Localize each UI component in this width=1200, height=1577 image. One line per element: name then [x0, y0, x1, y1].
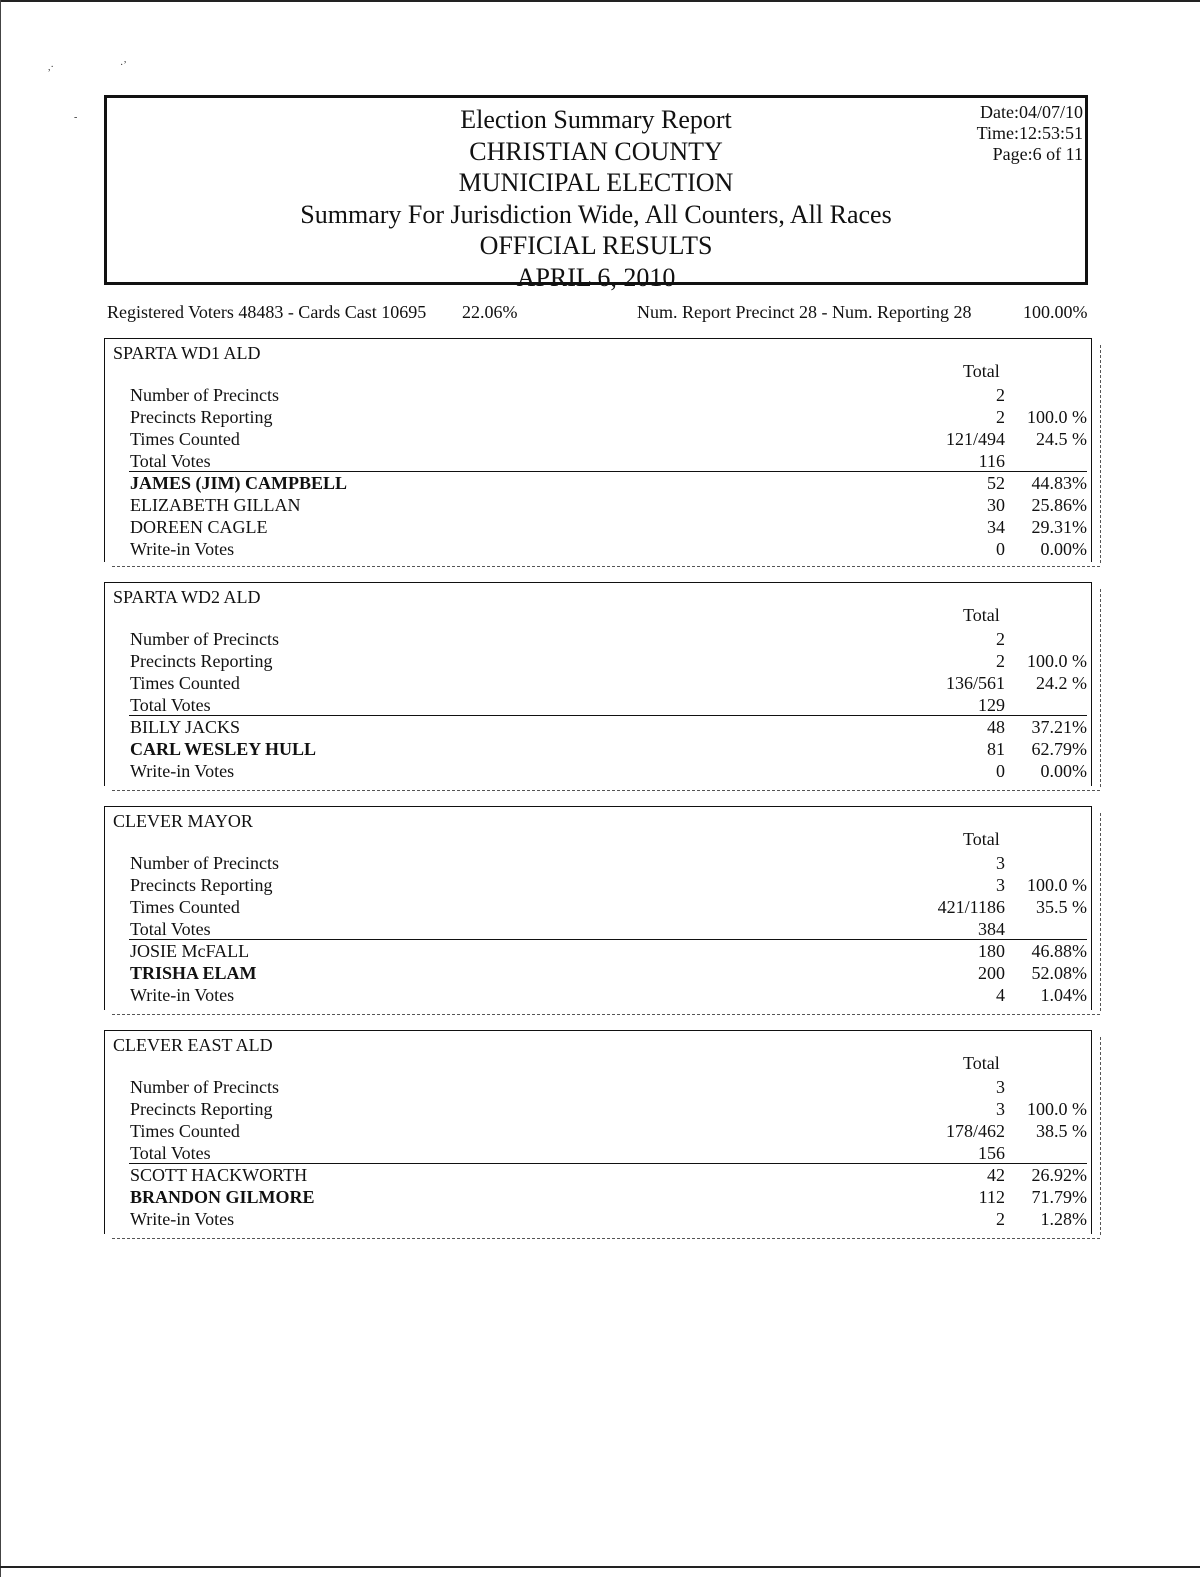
candidate-percent: 29.31% — [1031, 517, 1087, 537]
race-title: CLEVER MAYOR — [113, 811, 253, 831]
candidate-row — [105, 940, 1091, 962]
stat-value: 3 — [996, 1077, 1005, 1097]
stat-percent: 100.0 % — [1027, 651, 1087, 671]
report-meta — [977, 102, 1083, 165]
candidate-row — [105, 1208, 1091, 1230]
stat-row — [105, 1098, 1091, 1120]
candidate-name: Write-in Votes — [130, 539, 235, 559]
turnout-summary — [107, 302, 1097, 328]
candidate-row — [105, 962, 1091, 984]
candidate-percent: 44.83% — [1031, 473, 1087, 493]
stat-row — [105, 428, 1091, 450]
stat-value: 2 — [996, 385, 1005, 405]
stat-percent: 100.0 % — [1027, 407, 1087, 427]
candidate-percent: 46.88% — [1031, 941, 1087, 961]
candidate-name: BILLY JACKS — [130, 717, 241, 737]
stat-row — [105, 852, 1091, 874]
stat-row — [105, 896, 1091, 918]
candidate-name: Write-in Votes — [130, 985, 235, 1005]
stat-label: Precincts Reporting — [130, 1099, 273, 1119]
stat-label: Total Votes — [130, 919, 211, 939]
race-bottom-rule — [112, 566, 1100, 567]
stat-percent: 24.2 % — [1036, 673, 1087, 693]
race-block — [104, 806, 1092, 1010]
total-column-header: Total — [963, 361, 1000, 381]
turnout-percent: 22.06% — [462, 302, 518, 322]
total-column-header: Total — [963, 829, 1000, 849]
total-column-header: Total — [963, 1053, 1000, 1073]
stat-label: Precincts Reporting — [130, 875, 273, 895]
scan-speck: ,· — [48, 62, 54, 73]
candidate-votes: 0 — [996, 539, 1005, 559]
stat-value: 421/1186 — [937, 897, 1005, 917]
stat-label: Number of Precincts — [130, 1077, 279, 1097]
scan-bottom-edge — [0, 1566, 1200, 1568]
candidate-percent: 25.86% — [1031, 495, 1087, 515]
stat-label: Number of Precincts — [130, 853, 279, 873]
candidate-row — [105, 738, 1091, 760]
stat-label: Total Votes — [130, 451, 211, 471]
candidate-name: DOREEN CAGLE — [130, 517, 268, 537]
report-time: Time:12:53:51 — [976, 123, 1083, 143]
stat-row — [105, 650, 1091, 672]
stat-row — [105, 1076, 1091, 1098]
race-bottom-rule — [112, 1238, 1100, 1239]
stat-row — [105, 1120, 1091, 1142]
summary-description: Summary For Jurisdiction Wide, All Counters, All Races — [300, 199, 892, 229]
stat-label: Times Counted — [130, 429, 240, 449]
stat-percent: 35.5 % — [1036, 897, 1087, 917]
candidate-row — [105, 516, 1091, 538]
race-block — [104, 1030, 1092, 1234]
candidate-votes: 48 — [987, 717, 1005, 737]
candidate-percent: 62.79% — [1031, 739, 1087, 759]
registered-voters: Registered Voters 48483 - Cards Cast 10695 — [107, 302, 427, 322]
stat-row — [105, 694, 1091, 716]
stat-row — [105, 450, 1091, 472]
race-block — [104, 338, 1092, 562]
candidate-votes: 4 — [996, 985, 1005, 1005]
candidate-row — [105, 1186, 1091, 1208]
stat-label: Number of Precincts — [130, 629, 279, 649]
candidate-row — [105, 760, 1091, 782]
stat-value: 3 — [996, 875, 1005, 895]
candidate-percent: 71.79% — [1031, 1187, 1087, 1207]
county-name: CHRISTIAN COUNTY — [469, 136, 723, 166]
candidate-name: SCOTT HACKWORTH — [130, 1165, 308, 1185]
candidate-percent: 1.28% — [1040, 1209, 1087, 1229]
stat-row — [105, 628, 1091, 650]
stat-value: 121/494 — [945, 429, 1005, 449]
election-name: MUNICIPAL ELECTION — [458, 168, 734, 197]
results-status: OFFICIAL RESULTS — [479, 231, 713, 260]
candidate-row — [105, 716, 1091, 738]
scan-speck: - — [74, 112, 78, 123]
stat-value: 3 — [996, 853, 1005, 873]
candidate-row — [105, 472, 1091, 494]
stat-value: 129 — [978, 695, 1005, 715]
candidate-votes: 0 — [996, 761, 1005, 781]
stat-row — [105, 918, 1091, 940]
stat-row — [105, 384, 1091, 406]
candidate-name: JAMES (JIM) CAMPBELL — [130, 473, 347, 493]
candidate-name: TRISHA ELAM — [130, 963, 257, 983]
candidate-name: JOSIE McFALL — [130, 941, 250, 961]
stat-value: 116 — [978, 451, 1005, 471]
race-bottom-rule — [112, 1014, 1100, 1015]
report-header — [104, 95, 1088, 292]
stat-label: Precincts Reporting — [130, 407, 273, 427]
stat-label: Total Votes — [130, 695, 211, 715]
candidate-name: ELIZABETH GILLAN — [130, 495, 301, 515]
race-title: SPARTA WD1 ALD — [113, 343, 261, 363]
candidate-percent: 0.00% — [1040, 761, 1087, 781]
candidate-votes: 30 — [987, 495, 1005, 515]
stat-row — [105, 874, 1091, 896]
stat-percent: 38.5 % — [1036, 1121, 1087, 1141]
candidate-votes: 34 — [987, 517, 1005, 537]
candidate-votes: 112 — [978, 1187, 1005, 1207]
scan-top-edge — [0, 0, 1200, 2]
stat-value: 2 — [996, 629, 1005, 649]
stat-label: Times Counted — [130, 1121, 240, 1141]
scan-edge-mark — [1100, 1037, 1101, 1235]
stat-label: Times Counted — [130, 673, 240, 693]
candidate-percent: 0.00% — [1040, 539, 1087, 559]
candidate-percent: 37.21% — [1031, 717, 1087, 737]
candidate-votes: 81 — [987, 739, 1005, 759]
stat-value: 2 — [996, 407, 1005, 427]
stat-value: 178/462 — [945, 1121, 1005, 1141]
report-title: Election Summary Report — [460, 105, 732, 134]
precincts-reporting: Num. Report Precinct 28 - Num. Reporting 28 — [637, 302, 972, 322]
candidate-row — [105, 538, 1091, 560]
stat-row — [105, 672, 1091, 694]
scan-edge-mark — [1100, 589, 1101, 787]
candidate-name: BRANDON GILMORE — [130, 1187, 315, 1207]
candidate-votes: 42 — [987, 1165, 1005, 1185]
candidate-row — [105, 984, 1091, 1006]
candidate-name: CARL WESLEY HULL — [130, 739, 317, 759]
scan-edge-mark — [1100, 345, 1101, 563]
stat-percent: 100.0 % — [1027, 1099, 1087, 1119]
candidate-votes: 180 — [978, 941, 1005, 961]
candidate-name: Write-in Votes — [130, 1209, 235, 1229]
candidate-row — [105, 494, 1091, 516]
stat-label: Total Votes — [130, 1143, 211, 1163]
race-title: SPARTA WD2 ALD — [113, 587, 261, 607]
candidate-row — [105, 1164, 1091, 1186]
candidate-name: Write-in Votes — [130, 761, 235, 781]
candidate-percent: 1.04% — [1040, 985, 1087, 1005]
stat-label: Number of Precincts — [130, 385, 279, 405]
report-date: Date:04/07/10 — [980, 102, 1083, 122]
total-column-header: Total — [963, 605, 1000, 625]
stat-value: 156 — [978, 1143, 1005, 1163]
race-title: CLEVER EAST ALD — [113, 1035, 273, 1055]
stat-label: Precincts Reporting — [130, 651, 273, 671]
candidate-votes: 200 — [978, 963, 1005, 983]
stat-label: Times Counted — [130, 897, 240, 917]
stat-value: 2 — [996, 651, 1005, 671]
race-block — [104, 582, 1092, 786]
stat-value: 384 — [978, 919, 1005, 939]
candidate-percent: 52.08% — [1031, 963, 1087, 983]
stat-percent: 100.0 % — [1027, 875, 1087, 895]
scan-speck: ·ʼ — [120, 60, 127, 71]
precincts-percent: 100.00% — [1023, 302, 1088, 322]
scan-edge-mark — [1100, 813, 1101, 1011]
candidate-votes: 52 — [987, 473, 1005, 493]
candidate-percent: 26.92% — [1031, 1165, 1087, 1185]
scan-left-edge — [0, 0, 1, 1577]
stat-percent: 24.5 % — [1036, 429, 1087, 449]
stat-value: 136/561 — [945, 673, 1005, 693]
election-date: APRIL 6, 2010 — [516, 262, 676, 292]
stat-value: 3 — [996, 1099, 1005, 1119]
header-title-block — [107, 104, 1085, 293]
race-bottom-rule — [112, 790, 1100, 791]
candidate-votes: 2 — [996, 1209, 1005, 1229]
stat-row — [105, 406, 1091, 428]
stat-row — [105, 1142, 1091, 1164]
page-number: Page:6 of 11 — [992, 144, 1083, 164]
